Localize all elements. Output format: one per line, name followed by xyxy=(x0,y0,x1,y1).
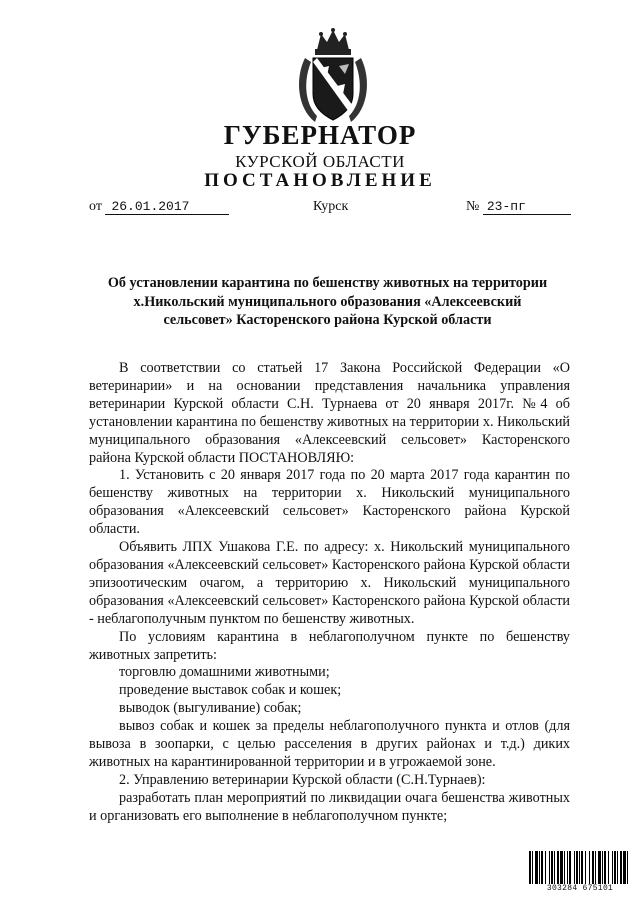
prohibition-item: выводок (выгуливание) собак; xyxy=(119,700,302,717)
region-heading: КУРСКОЙ ОБЛАСТИ xyxy=(235,152,405,171)
prohibition-item: торговлю домашними животными; xyxy=(119,664,330,681)
document-type-heading: ПОСТАНОВЛЕНИЕ xyxy=(204,170,436,191)
subject-line: Об установлении карантина по бешенству животных на территории xyxy=(107,275,548,291)
body-paragraph: 1. Установить с 20 января 2017 года по 20 марта 2017 года карантин по бешенству животных на территории х. Никольский муниципального образования «Алексеевский сельсовет» Касторенского района Курской области. xyxy=(89,467,570,538)
document-subject xyxy=(85,274,570,330)
number-label: № xyxy=(466,199,480,214)
city-name: Курск xyxy=(313,199,349,214)
document-body xyxy=(89,360,570,826)
prohibition-item: проведение выставок собак и кошек; xyxy=(119,682,342,699)
body-paragraph: 2. Управлению ветеринарии Курской области (С.Н.Турнаев): xyxy=(119,771,486,788)
governor-heading: ГУБЕРНАТОР xyxy=(223,120,417,150)
body-paragraph: разработать план мероприятий по ликвидации очага бешенства животных и организовать его выполнение в неблагополучном пункте; xyxy=(89,789,570,824)
subject-line: х.Никольский муниципального образования «Алексеевский xyxy=(133,293,522,310)
barcode-number: 303284 675101 xyxy=(528,884,632,893)
date-label: от xyxy=(89,199,102,214)
number-line xyxy=(466,199,571,215)
body-paragraph: По условиям карантина в неблагополучном пункте по бешенству животных запретить: xyxy=(89,628,570,663)
body-paragraph: В соответствии со статьей 17 Закона Российской Федерации «О ветеринарии» и на основании представления начальника управления ветеринарии Курской области С.Н. Турнаева от 20 января 2017г. №4 об установлении карантина по бешенству животных на территории х. Никольский муниципального образования «Алексеевский сельсовет» Касторенского района Курской области ПОСТАНОВЛЯЮ: xyxy=(89,360,570,466)
document-date: 26.01.2017 xyxy=(105,199,229,215)
document-number: 23-пг xyxy=(483,199,571,215)
date-line xyxy=(89,199,229,215)
body-paragraph: Объявить ЛПХ Ушакова Г.Е. по адресу: х. Никольский муниципального образования «Алексеевский сельсовет» Касторенского района Курской области эпизоотическим очагом, а территорию х. Никольский муниципального образования «Алексеевский сельсовет» Касторенского района Курской области - неблагополучным пунктом по бешенству животных. xyxy=(89,539,570,627)
body-paragraph: вывоз собак и кошек за пределы неблагополучного пункта и отлов (для вывоза в зоопарки, с целью расселения в других районах и т.д.) диких животных на карантинированной территории и в угрожаемой зоне. xyxy=(89,718,570,770)
coat-of-arms-emblem xyxy=(295,28,371,126)
subject-line: сельсовет» Касторенского района Курской области xyxy=(163,312,492,328)
